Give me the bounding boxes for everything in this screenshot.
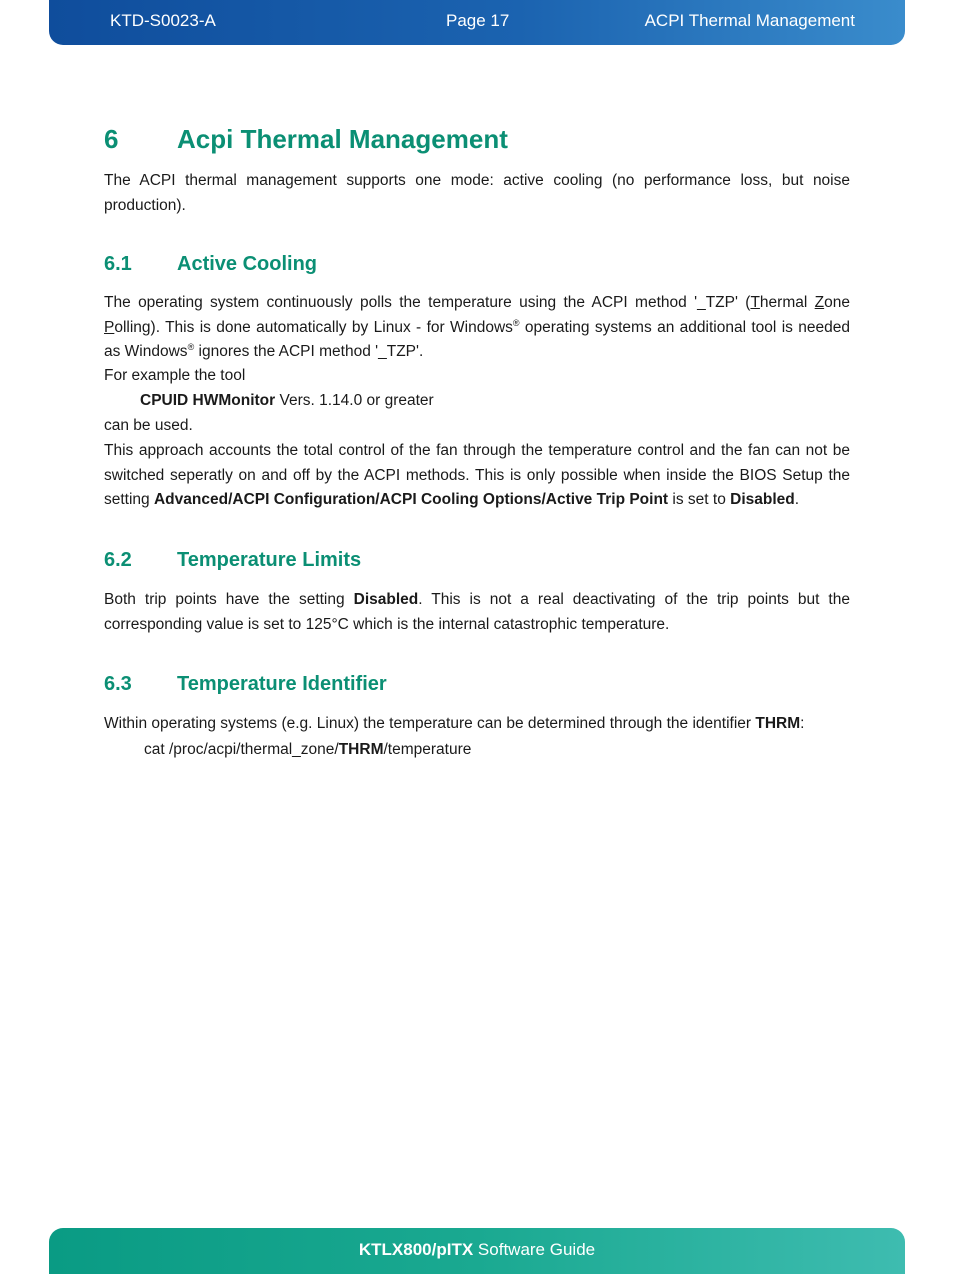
tool-name: CPUID HWMonitor bbox=[140, 392, 276, 409]
section-title: Temperature Identifier bbox=[177, 673, 387, 695]
temperature-identifier-paragraph: Within operating systems (e.g. Linux) the temperature can be determined through the identifier THRM: bbox=[104, 715, 805, 732]
command-example: cat /proc/acpi/thermal_zone/THRM/temperature bbox=[144, 741, 472, 758]
section-title: Active Cooling bbox=[177, 253, 318, 275]
chapter-number: 6 bbox=[104, 124, 119, 154]
section-heading-active-cooling bbox=[104, 253, 317, 276]
bios-setting-value: Disabled bbox=[730, 491, 795, 508]
example-intro: For example the tool bbox=[104, 367, 246, 384]
section-heading-temperature-limits bbox=[104, 549, 361, 572]
footer-product: KTLX800/pITX bbox=[358, 1240, 474, 1259]
section-number: 6.1 bbox=[104, 253, 132, 275]
bios-setting-path: Advanced/ACPI Configuration/ACPI Cooling Options/Active Trip Point bbox=[153, 491, 669, 508]
chapter-title: Acpi Thermal Management bbox=[177, 124, 508, 154]
registered-mark: ® bbox=[187, 341, 195, 352]
footer-guide: Software Guide bbox=[473, 1240, 596, 1259]
active-cooling-paragraph-2: This approach accounts the total control of the fan through the temperature control and the fan can not be switched seperatly on and off by the ACPI methods. This is only possible when inside the BIOS Setup the setting Advanced/ACPI Configuration/ACPI Cooling Options/Active Trip Point is set to Disabled. bbox=[104, 442, 850, 508]
header-page-number: Page 17 bbox=[446, 11, 510, 30]
page-header bbox=[49, 0, 905, 45]
active-cooling-paragraph-1: The operating system continuously polls the temperature using the ACPI method '_TZP' (Thermal Zone Polling). This is done automatically by Linux - for Windows® operating systems an additional tool is needed as Windows® ignores the ACPI method '_TZP'. bbox=[104, 294, 850, 360]
temperature-limits-paragraph: Both trip points have the setting Disabled. This is not a real deactivating of the trip points but the corresponding value is set to 125°C which is the internal catastrophic temperature. bbox=[104, 591, 850, 633]
chapter-intro: The ACPI thermal management supports one mode: active cooling (no performance loss, but noise production). bbox=[104, 172, 850, 214]
header-section-title: ACPI Thermal Management bbox=[644, 11, 855, 30]
header-document-id: KTD-S0023-A bbox=[110, 11, 216, 30]
chapter-heading bbox=[104, 124, 508, 155]
registered-mark: ® bbox=[512, 317, 520, 328]
page-footer bbox=[49, 1228, 905, 1274]
section-heading-temperature-identifier bbox=[104, 673, 387, 696]
tool-reference bbox=[140, 389, 434, 414]
section-number: 6.3 bbox=[104, 673, 132, 695]
section-title: Temperature Limits bbox=[177, 549, 362, 571]
can-be-used: can be used. bbox=[104, 417, 193, 434]
section-number: 6.2 bbox=[104, 549, 132, 571]
footer-title bbox=[49, 1240, 905, 1260]
tool-version: Vers. 1.14.0 or greater bbox=[275, 392, 434, 409]
